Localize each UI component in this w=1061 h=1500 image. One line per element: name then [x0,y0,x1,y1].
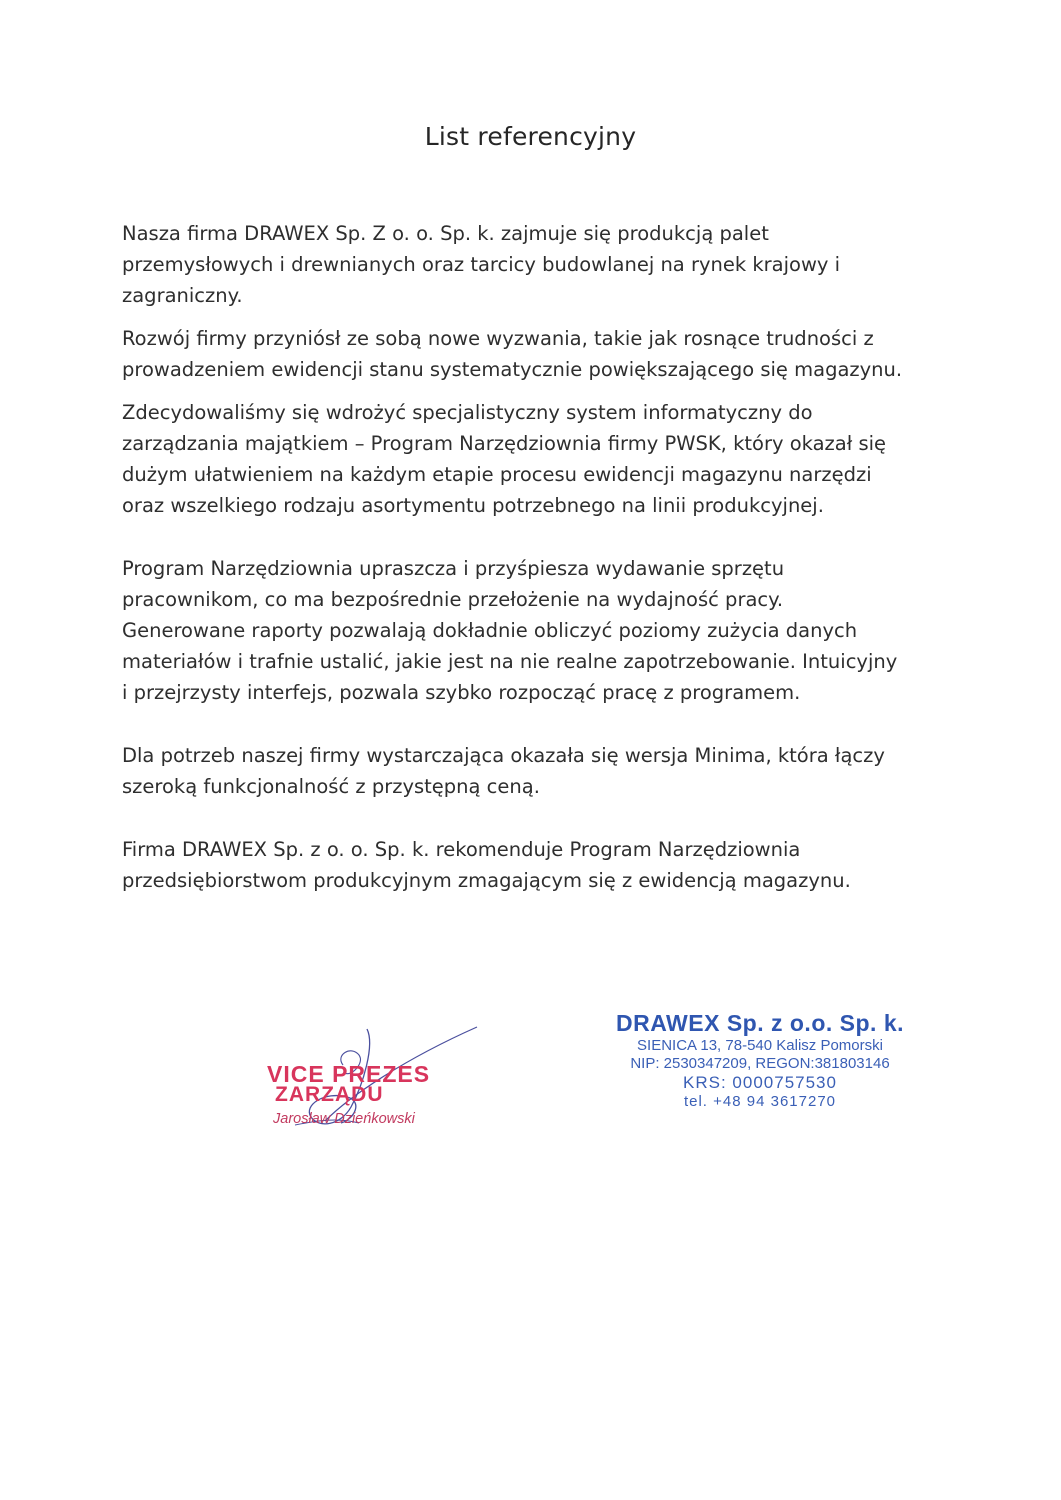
letter-title: List referencyjny [424,122,637,151]
text-line: Nasza firma DRAWEX Sp. Z o. o. Sp. k. zajmuje się produkcją palet [122,222,769,245]
paragraph-benefits [122,553,942,708]
text-line: zarządzania majątkiem – Program Narzędziownia firmy PWSK, który okazał się [122,432,887,455]
text-line: oraz wszelkiego rodzaju asortymentu potrzebnego na linii produkcyjnej. [122,494,824,517]
letter-body [122,218,942,896]
text-line: Zdecydowaliśmy się wdrożyć specjalistyczny system informatyczny do [122,401,813,424]
text-line: przemysłowych i drewnianych oraz tarcicy budowlanej na rynek krajowy i [122,253,841,276]
company-tax-ids: NIP: 2530347209, REGON:381803146 [630,1055,890,1072]
text-line: Rozwój firmy przyniósł ze sobą nowe wyzwania, takie jak rosnące trudności z [122,327,874,350]
company-krs: KRS: 0000757530 [683,1073,837,1092]
company-name: DRAWEX Sp. z o.o. Sp. k. [615,1010,905,1036]
signatory-name: Jarosław Dzieńkowski [273,1111,415,1127]
text-line: Program Narzędziownia upraszcza i przyśpiesza wydawanie sprzętu [122,557,785,580]
paragraph-implementation [122,397,942,521]
text-line: dużym ułatwieniem na każdym etapie procesu ewidencji magazynu narzędzi [122,463,872,486]
company-stamp [600,1010,920,1111]
text-line: Dla potrzeb naszej firmy wystarczająca okazała się wersja Minima, która łączy [122,744,885,767]
text-line: pracownikom, co ma bezpośrednie przełożenie na wydajność pracy. [122,588,784,611]
vice-president-signature-stamp [255,1025,485,1145]
text-line: materiałów i trafnie ustalić, jakie jest na nie realne zapotrzebowanie. Intuicyjny [122,650,898,673]
text-line: zagraniczny. [122,284,243,307]
company-address: SIENICA 13, 78-540 Kalisz Pomorski [637,1037,883,1054]
text-line: Generowane raporty pozwalają dokładnie obliczyć poziomy zużycia danych [122,619,858,642]
paragraph-version [122,740,942,802]
paragraph-challenges [122,323,942,385]
text-line: szeroką funkcjonalność z przystępną ceną. [122,775,540,798]
text-line: prowadzeniem ewidencji stanu systematycznie powiększającego się magazynu. [122,358,903,381]
text-line: Firma DRAWEX Sp. z o. o. Sp. k. rekomenduje Program Narzędziownia [122,838,801,861]
text-line: przedsiębiorstwom produkcyjnym zmagającym się z ewidencją magazynu. [122,869,851,892]
stamp-role-line1: VICE PREZES [267,1061,431,1087]
paragraph-recommendation [122,834,942,896]
stamp-role-line2: ZARZĄDU [275,1083,384,1106]
paragraph-company-intro [122,218,942,311]
text-line: i przejrzysty interfejs, pozwala szybko rozpocząć pracę z programem. [122,681,801,704]
company-phone: tel. +48 94 3617270 [683,1093,837,1110]
